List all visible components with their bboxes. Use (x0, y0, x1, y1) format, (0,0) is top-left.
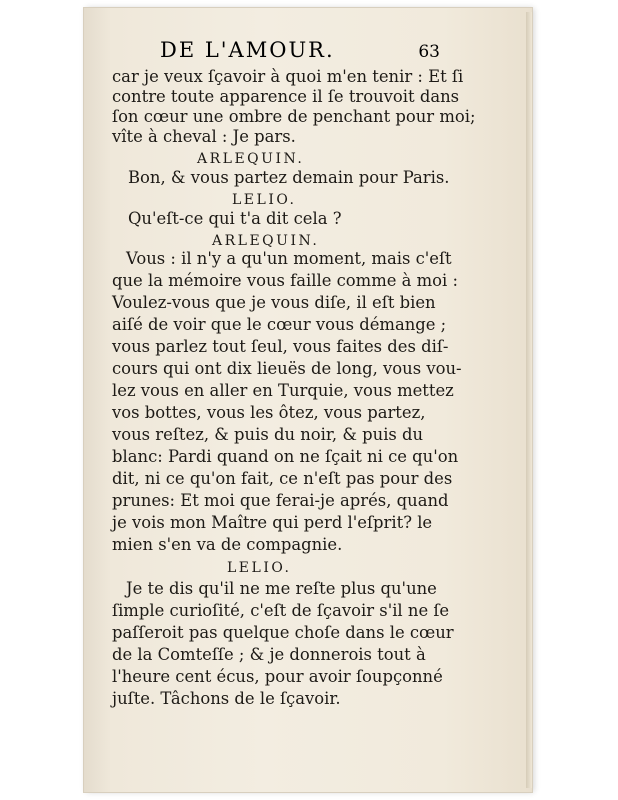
text-line: ſimple curioſité, c'eſt de ſçavoir s'il ne ſe (112, 601, 450, 620)
text-line: je vois mon Maître qui perd l'eſprit? le (112, 513, 433, 532)
speaker-name: LELIO. (227, 560, 292, 576)
text-line: aiſé de voir que le cœur vous démange ; (112, 315, 447, 334)
text-line: contre toute apparence il ſe trouvoit dans (112, 87, 460, 106)
text-line: lez vous en aller en Turquie, vous mettez (112, 381, 454, 400)
text-line: prunes: Et moi que ferai-je aprés, quand (112, 491, 449, 510)
text-line: mien s'en va de compagnie. (112, 535, 343, 554)
text-line: que la mémoire vous faille comme à moi : (112, 271, 459, 290)
text-line: Je te dis qu'il ne me reſte plus qu'une (126, 579, 437, 598)
page-edge-shadow (526, 12, 532, 788)
text-line: paſſeroit pas quelque choſe dans le cœur (112, 623, 454, 642)
text-line: vous parlez tout ſeul, vous faites des diſ- (112, 337, 449, 356)
text-line: l'heure cent écus, pour avoir ſoupçonné (112, 667, 443, 686)
text-line: dit, ni ce qu'on fait, ce n'eſt pas pour des (112, 469, 453, 488)
text-line: Qu'eſt-ce qui t'a dit cela ? (128, 209, 342, 228)
text-line: cours qui ont dix lieuës de long, vous vou- (112, 359, 462, 378)
text-line: de la Comteſſe ; & je donnerois tout à (112, 645, 426, 664)
text-line: ſon cœur une ombre de penchant pour moi; (112, 107, 476, 126)
running-title: DE L'AMOUR. (160, 38, 335, 62)
text-line: vous reſtez, & puis du noir, & puis du (112, 425, 424, 444)
text-line: blanc: Pardi quand on ne ſçait ni ce qu'on (112, 447, 459, 466)
page-number: 63 (418, 42, 440, 62)
text-line: Vous : il n'y a qu'un moment, mais c'eſt (126, 249, 452, 268)
speaker-name: ARLEQUIN. (197, 151, 305, 167)
text-line: vîte à cheval : Je pars. (112, 127, 296, 146)
speaker-name: LELIO. (232, 192, 297, 208)
text-line: car je veux ſçavoir à quoi m'en tenir : Et ſi (112, 67, 464, 86)
text-line: Voulez-vous que je vous diſe, il eſt bien (112, 293, 436, 312)
text-line: Bon, & vous partez demain pour Paris. (128, 168, 450, 187)
text-line: vos bottes, vous les ôtez, vous partez, (112, 403, 426, 422)
page-header (160, 38, 440, 68)
speaker-name: ARLEQUIN. (212, 233, 320, 249)
text-line: juſte. Tâchons de le ſçavoir. (112, 689, 341, 708)
